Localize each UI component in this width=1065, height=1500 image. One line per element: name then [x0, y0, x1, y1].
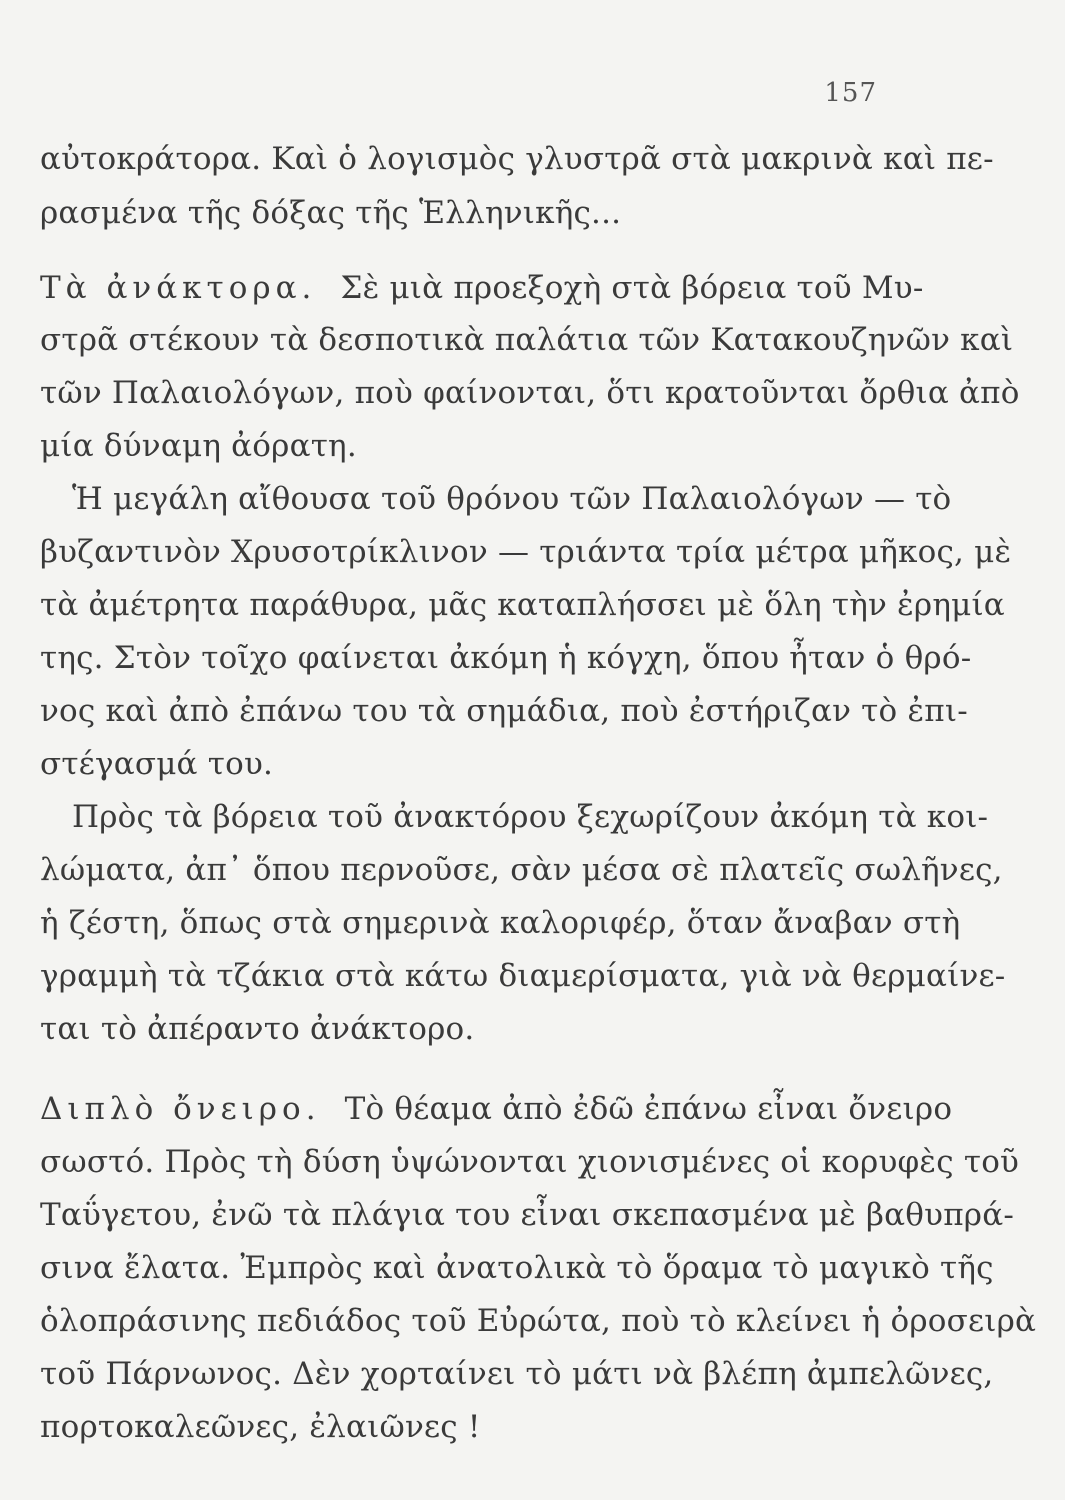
section-heading-title-2: Διπλὸ ὄνειρο. [40, 1091, 321, 1127]
text-line-14: λώματα, ἀπ᾽ ὅπου περνοῦσε, σὰν μέσα σὲ πλατεῖς σωλῆνες, [40, 852, 1003, 888]
section-heading-diplo [40, 1089, 953, 1129]
text-line-13: Πρὸς τὰ βόρεια τοῦ ἀνακτόρου ξεχωρίζουν ἀκόμη τὰ κοι- [72, 799, 989, 835]
text-line-6: μία δύναμη ἀόρατη. [40, 428, 357, 464]
text-line-24: πορτοκαλεῶνες, ἐλαιῶνες ! [40, 1409, 481, 1445]
text-line-3: Σὲ μιὰ προεξοχὴ στὰ βόρεια τοῦ Μυ- [340, 270, 924, 306]
text-line-19: σωστό. Πρὸς τὴ δύση ὑψώνονται χιονισμένες οἱ κορυφὲς τοῦ [40, 1144, 1020, 1180]
text-line-5: τῶν Παλαιολόγων, ποὺ φαίνονται, ὅτι κρατοῦνται ὄρθια ἀπὸ [40, 375, 1020, 411]
page-number: 157 [824, 78, 877, 108]
text-line-22: ὁλοπράσινης πεδιάδος τοῦ Εὐρώτα, ποὺ τὸ κλείνει ἡ ὀροσειρὰ [40, 1303, 1037, 1339]
text-line-9: τὰ ἀμέτρητα παράθυρα, μᾶς καταπλήσσει μὲ ὅλη τὴν ἐρημία [40, 587, 1005, 623]
section-heading-title: Τὰ ἀνάκτορα. [40, 270, 317, 306]
text-line-18: Τὸ θέαμα ἀπὸ ἐδῶ ἐπάνω εἶναι ὄνειρο [344, 1091, 953, 1127]
text-line-8: βυζαντινὸν Χρυσοτρίκλινον — τριάντα τρία μέτρα μῆκος, μὲ [40, 534, 1012, 570]
text-line-2: ρασμένα τῆς δόξας τῆς Ἑλληνικῆς... [40, 195, 622, 231]
text-line-4: στρᾶ στέκουν τὰ δεσποτικὰ παλάτια τῶν Κατακουζηνῶν καὶ [40, 322, 1014, 358]
text-line-7: Ἡ μεγάλη αἴθουσα τοῦ θρόνου τῶν Παλαιολόγων — τὸ [72, 481, 952, 517]
section-heading-anaktora [40, 268, 924, 308]
text-line-20: Ταΰγετου, ἐνῶ τὰ πλάγια του εἶναι σκεπασμένα μὲ βαθυπρά- [40, 1197, 1015, 1233]
text-line-10: της. Στὸν τοῖχο φαίνεται ἀκόμη ἡ κόγχη, ὅπου ἦταν ὁ θρό- [40, 640, 972, 676]
text-line-11: νος καὶ ἀπὸ ἐπάνω του τὰ σημάδια, ποὺ ἐστήριζαν τὸ ἐπι- [40, 693, 968, 729]
text-line-16: γραμμὴ τὰ τζάκια στὰ κάτω διαμερίσματα, γιὰ νὰ θερμαίνε- [40, 958, 1006, 994]
text-line-23: τοῦ Πάρνωνος. Δὲν χορταίνει τὸ μάτι νὰ βλέπη ἀμπελῶνες, [40, 1356, 994, 1392]
text-line-15: ἡ ζέστη, ὅπως στὰ σημερινὰ καλοριφέρ, ὅταν ἄναβαν στὴ [40, 905, 961, 941]
text-line-21: σινα ἔλατα. Ἐμπρὸς καὶ ἀνατολικὰ τὸ ὅραμα τὸ μαγικὸ τῆς [40, 1250, 994, 1286]
text-line-12: στέγασμά του. [40, 746, 274, 782]
text-line-17: ται τὸ ἀπέραντο ἀνάκτορο. [40, 1011, 475, 1047]
text-line-1: αὐτοκράτορα. Καὶ ὁ λογισμὸς γλυστρᾶ στὰ μακρινὰ καὶ πε- [40, 141, 994, 177]
